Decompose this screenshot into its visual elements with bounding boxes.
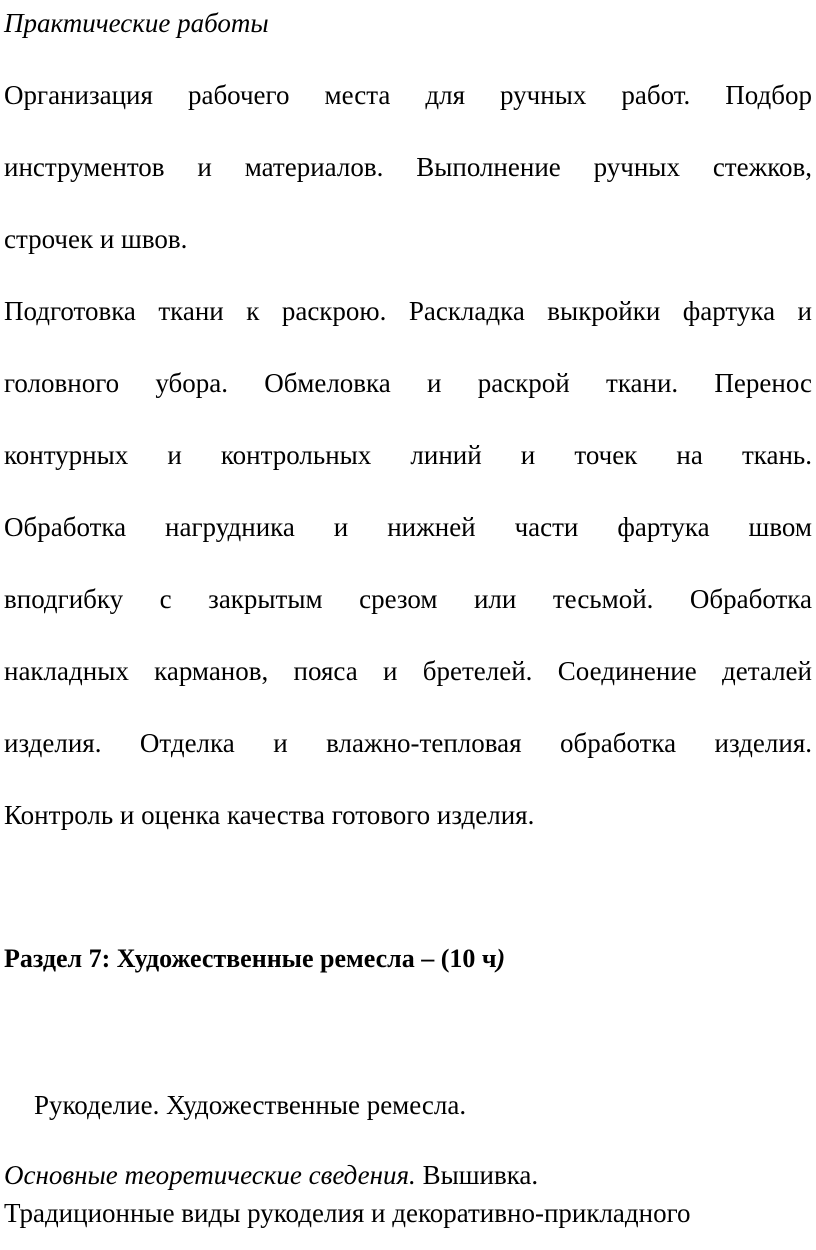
paragraph-2-line-8: Контроль и оценка качества готового изделия.	[4, 800, 535, 830]
crafts-intro: Рукоделие. Художественные ремесла.	[34, 1090, 467, 1120]
paragraph-2-line-2: головного убора. Обмеловка и раскрой ткани. Перенос	[4, 368, 812, 398]
paragraph-2-line-4: Обработка нагрудника и нижней части фартука швом	[4, 512, 812, 542]
theory-line	[4, 1158, 812, 1192]
paragraph-2-line-1: Подготовка ткани к раскрою. Раскладка выкройки фартука и	[4, 296, 812, 326]
paragraph-2-line-7: изделия. Отделка и влажно-тепловая обработка изделия.	[4, 728, 812, 758]
section-7-heading-paren: )	[496, 944, 506, 973]
crafts-continuation: Традиционные виды рукоделия и декоративно-прикладного	[4, 1198, 691, 1228]
paragraph-2-line-3: контурных и контрольных линий и точек на ткань.	[4, 440, 812, 470]
paragraph-1-line-1: Организация рабочего места для ручных работ. Подбор	[4, 80, 812, 110]
paragraph-1-line-2: инструментов и материалов. Выполнение ручных стежков,	[4, 152, 812, 182]
practical-works-title: Практические работы	[4, 8, 269, 38]
section-7-heading-text: Раздел 7: Художественные ремесла – (10 ч	[4, 944, 497, 973]
paragraph-2-line-5: вподгибку с закрытым срезом или тесьмой. Обработка	[4, 584, 812, 614]
paragraph-2-line-6: накладных карманов, пояса и бретелей. Соединение деталей	[4, 656, 812, 686]
section-7-heading	[4, 942, 812, 976]
theory-text: Вышивка.	[415, 1160, 539, 1190]
paragraph-1-line-3: строчек и швов.	[4, 224, 188, 254]
theory-label: Основные теоретические сведения.	[4, 1160, 416, 1190]
